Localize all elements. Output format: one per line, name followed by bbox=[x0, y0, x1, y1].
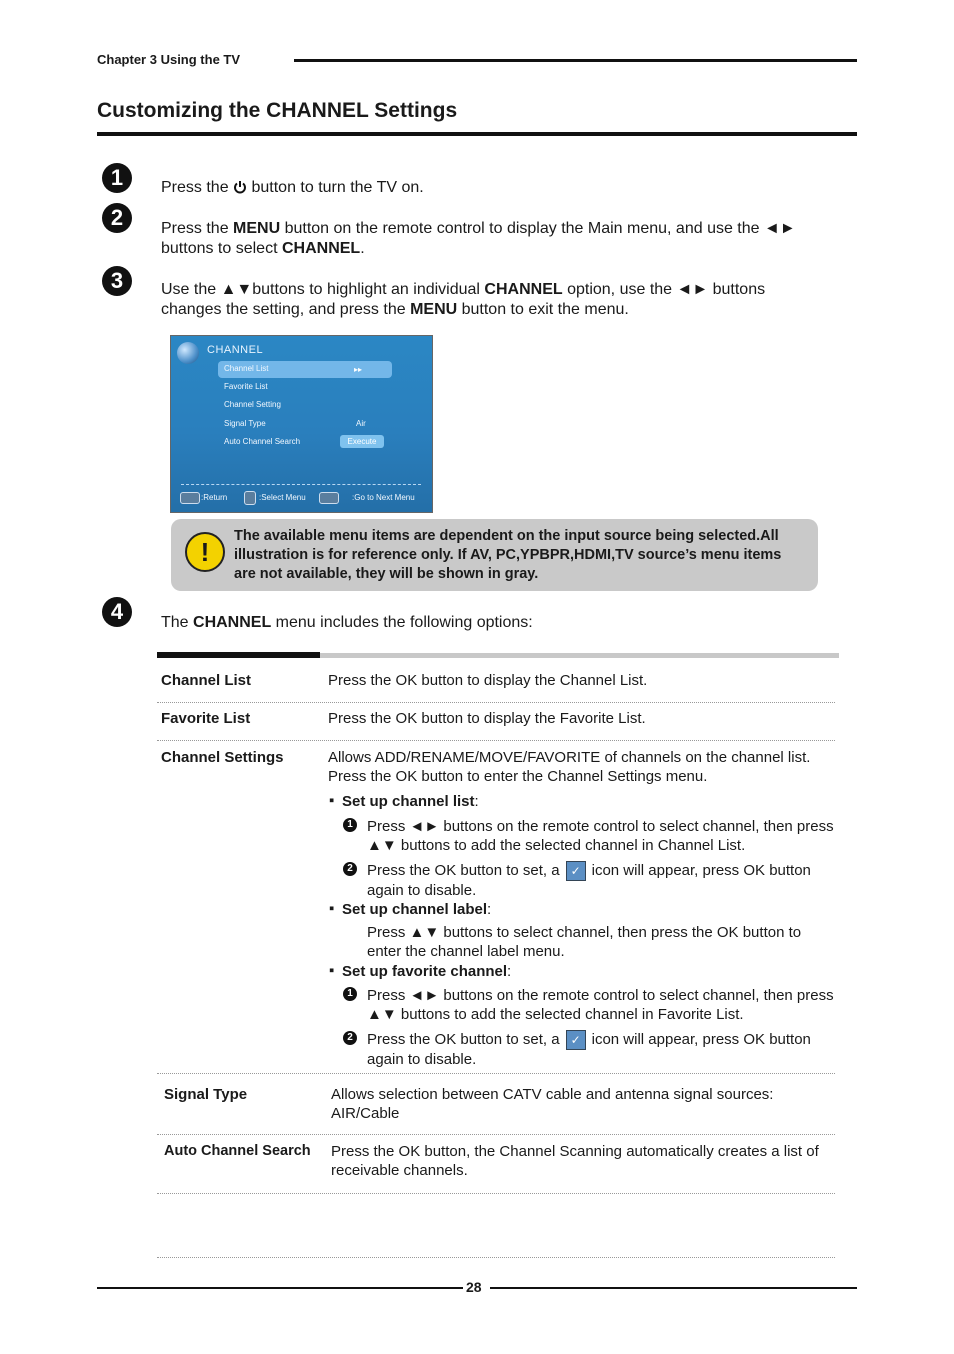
step-4-text: The CHANNEL menu includes the following options: bbox=[161, 614, 533, 631]
row-divider bbox=[157, 1193, 835, 1194]
title-rule bbox=[97, 132, 857, 136]
bullet: ▪ bbox=[329, 962, 335, 979]
tv-item-channel-setting: Channel Setting bbox=[224, 400, 281, 409]
header-rule bbox=[294, 59, 857, 62]
step-3-badge: 3 bbox=[102, 266, 132, 296]
page-title: Customizing the CHANNEL Settings bbox=[97, 99, 458, 122]
row-label-channel-settings: Channel Settings bbox=[161, 749, 284, 766]
channel-list-step-1: Press ◄► buttons on the remote control to select channel, then press ▲▼ buttons to add the selected channel in Channel List. bbox=[367, 818, 834, 854]
warning-icon: ! bbox=[185, 532, 225, 572]
row-text-channel-list: Press the OK button to display the Channel List. bbox=[328, 672, 648, 689]
table-header-bar-light bbox=[320, 653, 839, 658]
chapter-label: Chapter 3 Using the TV bbox=[97, 52, 241, 67]
bullet: ▪ bbox=[329, 900, 335, 917]
tv-menu-title: CHANNEL bbox=[207, 344, 264, 356]
channel-list-step-2: Press the OK button to set, a ✓ icon will appear, press OK button again to disable. bbox=[367, 862, 811, 900]
sub-step-badge: 2 bbox=[343, 862, 357, 876]
step-1-text: Press the button to turn the TV on. bbox=[161, 179, 424, 196]
row-divider bbox=[157, 1134, 835, 1135]
sub-step-badge: 2 bbox=[343, 1031, 357, 1045]
channel-menu-screenshot bbox=[170, 335, 433, 513]
subhead-favorite-channel: Set up favorite channel: bbox=[342, 963, 512, 980]
row-text-favorite-list: Press the OK button to display the Favorite List. bbox=[328, 710, 646, 727]
row-divider bbox=[157, 740, 835, 741]
row-label-auto-channel-search: Auto Channel Search bbox=[164, 1143, 311, 1159]
row-text-channel-settings: Allows ADD/RENAME/MOVE/FAVORITE of channels on the channel list. Press the OK button to enter the Channel Settings menu. bbox=[328, 749, 811, 785]
row-label-channel-list: Channel List bbox=[161, 672, 252, 689]
row-text-signal-type: Allows selection between CATV cable and antenna signal sources: AIR/Cable bbox=[331, 1086, 774, 1122]
footer-rule-left bbox=[97, 1287, 463, 1289]
tv-signal-value: Air bbox=[356, 419, 366, 428]
note-text: The available menu items are dependent on the input source being selected.All illustration is for reference only. If AV, PC,YPBPR,HDMI,TV source’s menu items are not available, they will be shown in gray. bbox=[234, 528, 782, 582]
row-label-favorite-list: Favorite List bbox=[161, 710, 251, 727]
tv-foot-next: :Go to Next Menu bbox=[352, 493, 415, 502]
sub-step-badge: 1 bbox=[343, 987, 357, 1001]
footer-rule-right bbox=[490, 1287, 857, 1289]
sub-step-badge: 1 bbox=[343, 818, 357, 832]
tv-execute-button: Execute bbox=[340, 435, 384, 448]
power-icon bbox=[233, 180, 247, 194]
table-bottom-divider bbox=[157, 1257, 835, 1258]
tv-item-channel-list: Channel List bbox=[224, 364, 269, 373]
tv-divider bbox=[181, 484, 421, 485]
row-divider bbox=[157, 1073, 835, 1074]
tv-item-auto-channel-search: Auto Channel Search bbox=[224, 437, 301, 446]
nav-key-icon bbox=[244, 491, 256, 505]
step-2-text: Press the MENU button on the remote control to display the Main menu, and use the ◄► buttons to select CHANNEL. bbox=[161, 220, 796, 257]
table-header-bar bbox=[157, 652, 320, 658]
tv-arrows-icon: ▸▸ bbox=[354, 365, 363, 374]
row-label-signal-type: Signal Type bbox=[164, 1086, 248, 1103]
subhead-channel-label: Set up channel label: bbox=[342, 901, 492, 918]
step-2-badge: 2 bbox=[102, 203, 132, 233]
menu-key-icon bbox=[180, 492, 200, 504]
tv-item-signal-type: Signal Type bbox=[224, 419, 266, 428]
favorite-channel-step-1: Press ◄► buttons on the remote control to select channel, then press ▲▼ buttons to add the selected channel in Favorite List. bbox=[367, 987, 834, 1023]
channel-label-step: Press ▲▼ buttons to select channel, then press the OK button to enter the channel label menu. bbox=[367, 924, 802, 960]
step-3-text: Use the ▲▼buttons to highlight an individual CHANNEL option, use the ◄► buttons changes the setting, and press the MENU button to exit the menu. bbox=[161, 281, 766, 318]
favorite-channel-step-2: Press the OK button to set, a ✓ icon will appear, press OK button again to disable. bbox=[367, 1031, 811, 1069]
tv-foot-select: :Select Menu bbox=[259, 493, 306, 502]
checkmark-icon: ✓ bbox=[566, 1030, 586, 1050]
page-number: 28 bbox=[466, 1279, 482, 1295]
checkmark-icon: ✓ bbox=[566, 861, 586, 881]
row-text-auto-channel-search: Press the OK button, the Channel Scanning automatically creates a list of receivable channels. bbox=[331, 1143, 819, 1179]
ok-key-icon bbox=[319, 492, 339, 504]
step-1-badge: 1 bbox=[102, 163, 132, 193]
tv-item-favorite-list: Favorite List bbox=[224, 382, 268, 391]
subhead-channel-list: Set up channel list: bbox=[342, 793, 479, 810]
tv-foot-return: :Return bbox=[201, 493, 228, 502]
step-4-badge: 4 bbox=[102, 597, 132, 627]
globe-icon bbox=[177, 342, 199, 364]
row-divider bbox=[157, 702, 835, 703]
bullet: ▪ bbox=[329, 792, 335, 809]
